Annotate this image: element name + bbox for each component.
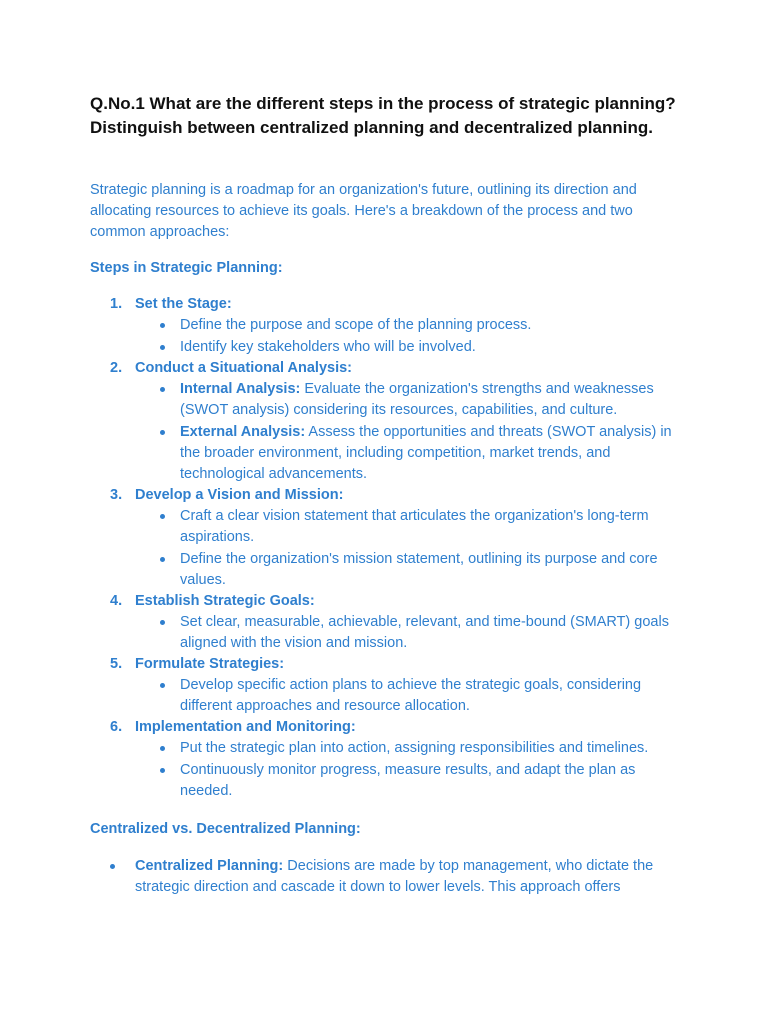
- centralized-item: [90, 856, 690, 898]
- step-number: 1.: [110, 296, 123, 312]
- bullet-text: Assess the opportunities and threats (SWOT analysis) in the broader environment, including competition, market trends, and technological advancements.: [180, 424, 672, 482]
- bullet-text: Craft a clear vision statement that articulates the organization's long-term aspirations.: [180, 508, 649, 545]
- bullet-text: Continuously monitor progress, measure results, and adapt the plan as needed.: [180, 762, 636, 799]
- bullet-item: [135, 315, 690, 336]
- bullet-item: [135, 506, 690, 548]
- bullet-icon: [160, 557, 165, 562]
- step-number: 6.: [110, 719, 123, 735]
- bullet-icon: [160, 345, 165, 350]
- bullet-item: [135, 760, 690, 802]
- bullet-icon: [110, 864, 115, 869]
- step-item: [90, 485, 690, 591]
- question-title: Q.No.1 What are the different steps in the process of strategic planning? Distinguish between centralized planning and decentralized planning.: [90, 94, 676, 137]
- bullet-item: [135, 738, 690, 759]
- bullet-item: [135, 675, 690, 717]
- step-title: Formulate Strategies:: [135, 656, 285, 672]
- centralized-list: [90, 856, 690, 898]
- step-item: [90, 358, 690, 485]
- bullet-label: Internal Analysis:: [180, 381, 301, 397]
- step-item: [90, 591, 690, 654]
- bullet-icon: [160, 683, 165, 688]
- bullet-icon: [160, 514, 165, 519]
- step-bullets: [135, 506, 690, 591]
- step-bullets: [135, 675, 690, 717]
- bullet-label: External Analysis:: [180, 424, 306, 440]
- centralized-heading: Centralized vs. Decentralized Planning:: [90, 821, 361, 837]
- bullet-item: [135, 379, 690, 421]
- step-bullets: [135, 379, 690, 485]
- steps-heading: Steps in Strategic Planning:: [90, 260, 283, 276]
- bullet-item: [135, 549, 690, 591]
- step-number: 3.: [110, 487, 123, 503]
- bullet-text: Develop specific action plans to achieve the strategic goals, considering different approaches and resource allocation.: [180, 677, 642, 714]
- step-item: [90, 294, 690, 358]
- step-number: 5.: [110, 656, 123, 672]
- bullet-icon: [160, 746, 165, 751]
- bullet-text: Set clear, measurable, achievable, relevant, and time-bound (SMART) goals aligned with the vision and mission.: [180, 614, 669, 651]
- bullet-text: Put the strategic plan into action, assigning responsibilities and timelines.: [180, 740, 649, 756]
- bullet-text: Define the purpose and scope of the planning process.: [180, 317, 532, 333]
- bullet-icon: [160, 620, 165, 625]
- bullet-icon: [160, 430, 165, 435]
- steps-list: [90, 294, 690, 802]
- step-item: [90, 654, 690, 717]
- intro-paragraph: Strategic planning is a roadmap for an organization's future, outlining its direction and allocating resources to achieve its goals. Here's a breakdown of the process and two common approaches:: [90, 182, 637, 240]
- step-title: Set the Stage:: [135, 296, 232, 312]
- bullet-item: [135, 612, 690, 654]
- step-title: Conduct a Situational Analysis:: [135, 360, 352, 376]
- bullet-text: Evaluate the organization's strengths and weaknesses (SWOT analysis) considering its resources, capabilities, and culture.: [180, 381, 654, 418]
- step-number: 4.: [110, 593, 123, 609]
- step-bullets: [135, 612, 690, 654]
- bullet-icon: [160, 387, 165, 392]
- step-title: Develop a Vision and Mission:: [135, 487, 344, 503]
- step-bullets: [135, 738, 690, 802]
- bullet-text: Define the organization's mission statement, outlining its purpose and core values.: [180, 551, 658, 588]
- step-bullets: [135, 315, 690, 358]
- centralized-label: Centralized Planning:: [135, 858, 284, 874]
- step-number: 2.: [110, 360, 123, 376]
- bullet-icon: [160, 323, 165, 328]
- bullet-text: Identify key stakeholders who will be involved.: [180, 339, 476, 355]
- bullet-item: [135, 422, 690, 485]
- bullet-icon: [160, 768, 165, 773]
- step-title: Implementation and Monitoring:: [135, 719, 356, 735]
- step-title: Establish Strategic Goals:: [135, 593, 315, 609]
- bullet-item: [135, 337, 690, 358]
- centralized-text: Decisions are made by top management, who dictate the strategic direction and cascade it down to lower levels. This approach offers: [135, 858, 654, 895]
- step-item: [90, 717, 690, 802]
